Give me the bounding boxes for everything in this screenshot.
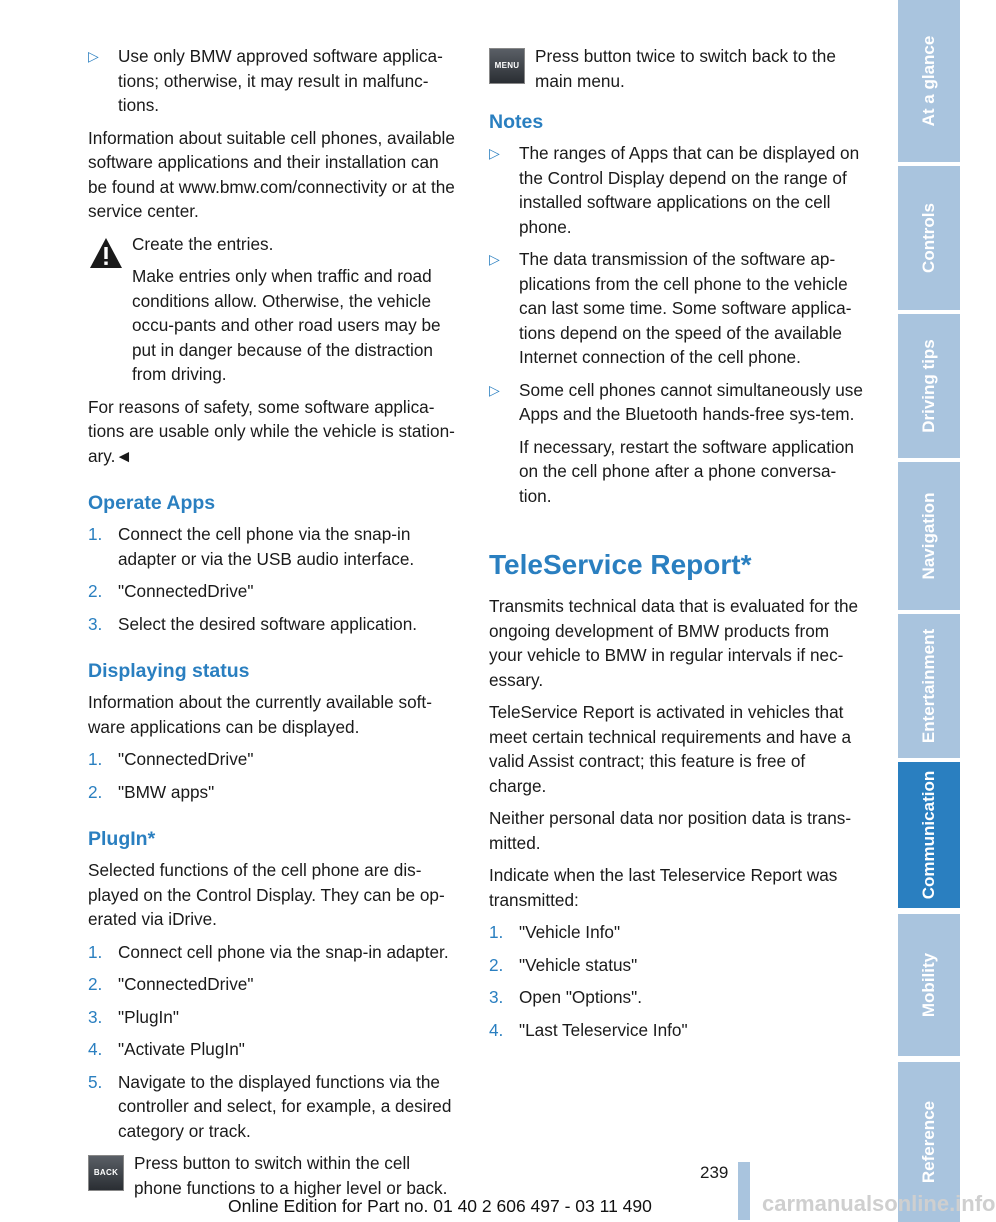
note-item: ▷ The ranges of Apps that can be displayed on the Control Display depend on the range of installed software applications on the cell phone. [489,143,860,237]
watermark: carmanualsonline.info [762,1191,996,1216]
left-column [88,44,462,1208]
list-item: 3. Open "Options". [489,987,643,1007]
list-item: 3. Select the desired software application. [88,613,418,634]
section-tabs [898,0,960,1222]
page-marker [738,1162,750,1220]
list-item: 2. "Vehicle status" [489,954,638,975]
list-item: 1. Connect cell phone via the snap-in adapter. [88,941,449,962]
status-paragraph: Information about the currently available soft-ware applications can be displayed. [88,692,432,737]
page-number: 239 [700,1163,729,1182]
bullet-triangle-icon: ▷ [489,251,500,267]
tab-reference[interactable]: Reference [898,1062,960,1222]
warning-title: Create the entries. [132,233,274,254]
tab-at-a-glance[interactable]: At a glance [898,0,960,162]
bullet-triangle-icon: ▷ [88,48,99,64]
list-item: 2. "BMW apps" [88,781,215,802]
note-item: ▷ Some cell phones cannot simultaneously use Apps and the Bluetooth hands-free sys-tem. If necessary, restart the software application on the cell phone after a phone conversa-tion. [489,378,863,509]
list-item: 2. "ConnectedDrive" [88,581,254,601]
list-item: 4. "Last Teleservice Info" [489,1019,688,1040]
operate-steps [88,522,462,636]
heading-displaying-status: Displaying status [88,660,250,682]
list-item: 1. Connect the cell phone via the snap-in adapter or via the USB audio interface. [88,524,415,569]
back-button-icon: BACK [88,1155,124,1191]
right-column [489,44,863,1050]
plugin-steps [88,940,462,1144]
bullet-item: ▷ Use only BMW approved software applica-tions; otherwise, it may result in malfunc-tions. [88,46,443,115]
tele-paragraph-4: Indicate when the last Teleservice Report was transmitted: [489,865,838,910]
tele-steps [489,920,863,1042]
tele-paragraph-1: Transmits technical data that is evaluated for the ongoing development of BMW products from your vehicle to BMW in regular intervals if nec-essary. [489,596,859,690]
warning-body: Make entries only when traffic and road conditions allow. Otherwise, the vehicle occu-pants and other road users may be put in danger because of the distraction from driving. [132,266,441,384]
menu-button-icon: MENU [489,48,525,84]
tab-controls[interactable]: Controls [898,166,960,310]
tele-paragraph-3: Neither personal data nor position data is trans-mitted. [489,808,852,853]
bullet-triangle-icon: ▷ [489,145,500,161]
warning-block [88,232,462,387]
list-item: 1. "ConnectedDrive" [88,749,254,769]
warning-icon [88,236,124,270]
list-item: 5. Navigate to the displayed functions via the controller and select, for example, a desired category or track. [88,1071,452,1141]
tab-navigation[interactable]: Navigation [898,462,960,610]
menu-button-hint: MENU Press button twice to switch back to the main menu. [489,44,863,93]
list-item: 1. "Vehicle Info" [489,922,621,942]
tab-entertainment[interactable]: Entertainment [898,614,960,758]
list-item: 2. "ConnectedDrive" [88,974,254,994]
note-item: ▷ The data transmission of the software ap-plications from the cell phone to the vehicle can last some time. Some software applica-tions depend on the speed of the available Internet connection of the cell phone. [489,249,852,367]
plugin-paragraph: Selected functions of the cell phone are dis-played on the Control Display. They can be op-erated via iDrive. [88,860,445,929]
warning-note: For reasons of safety, some software applica-tions are usable only while the vehicle is station-ary.◄ [88,396,455,466]
heading-plugin: PlugIn* [88,828,156,850]
footer-text: Online Edition for Part no. 01 40 2 606 497 - 03 11 490 [228,1196,652,1216]
tab-mobility[interactable]: Mobility [898,914,960,1056]
bullet-triangle-icon: ▷ [489,381,500,398]
back-button-hint: BACK Press button to switch within the cell phone functions to a higher level or back. [88,1151,462,1200]
note-extra: If necessary, restart the software application on the cell phone after a phone conversa-tion. [519,436,854,506]
list-item: 3. "PlugIn" [88,1006,179,1027]
heading-operate-apps: Operate Apps [88,492,216,514]
heading-notes: Notes [489,111,544,133]
status-steps [88,747,462,804]
tele-paragraph-2: TeleService Report is activated in vehicles that meet certain technical requirements and have a valid Assist contract; this feature is free of charge. [489,702,852,796]
tab-communication[interactable]: Communication [898,762,960,908]
heading-teleservice: TeleService Report* [489,549,752,580]
list-item: 4. "Activate PlugIn" [88,1039,245,1059]
tab-driving-tips[interactable]: Driving tips [898,314,960,458]
info-paragraph: Information about suitable cell phones, available software applications and their installation can be found at www.bmw.com/connectivity or at the service center. [88,127,455,221]
